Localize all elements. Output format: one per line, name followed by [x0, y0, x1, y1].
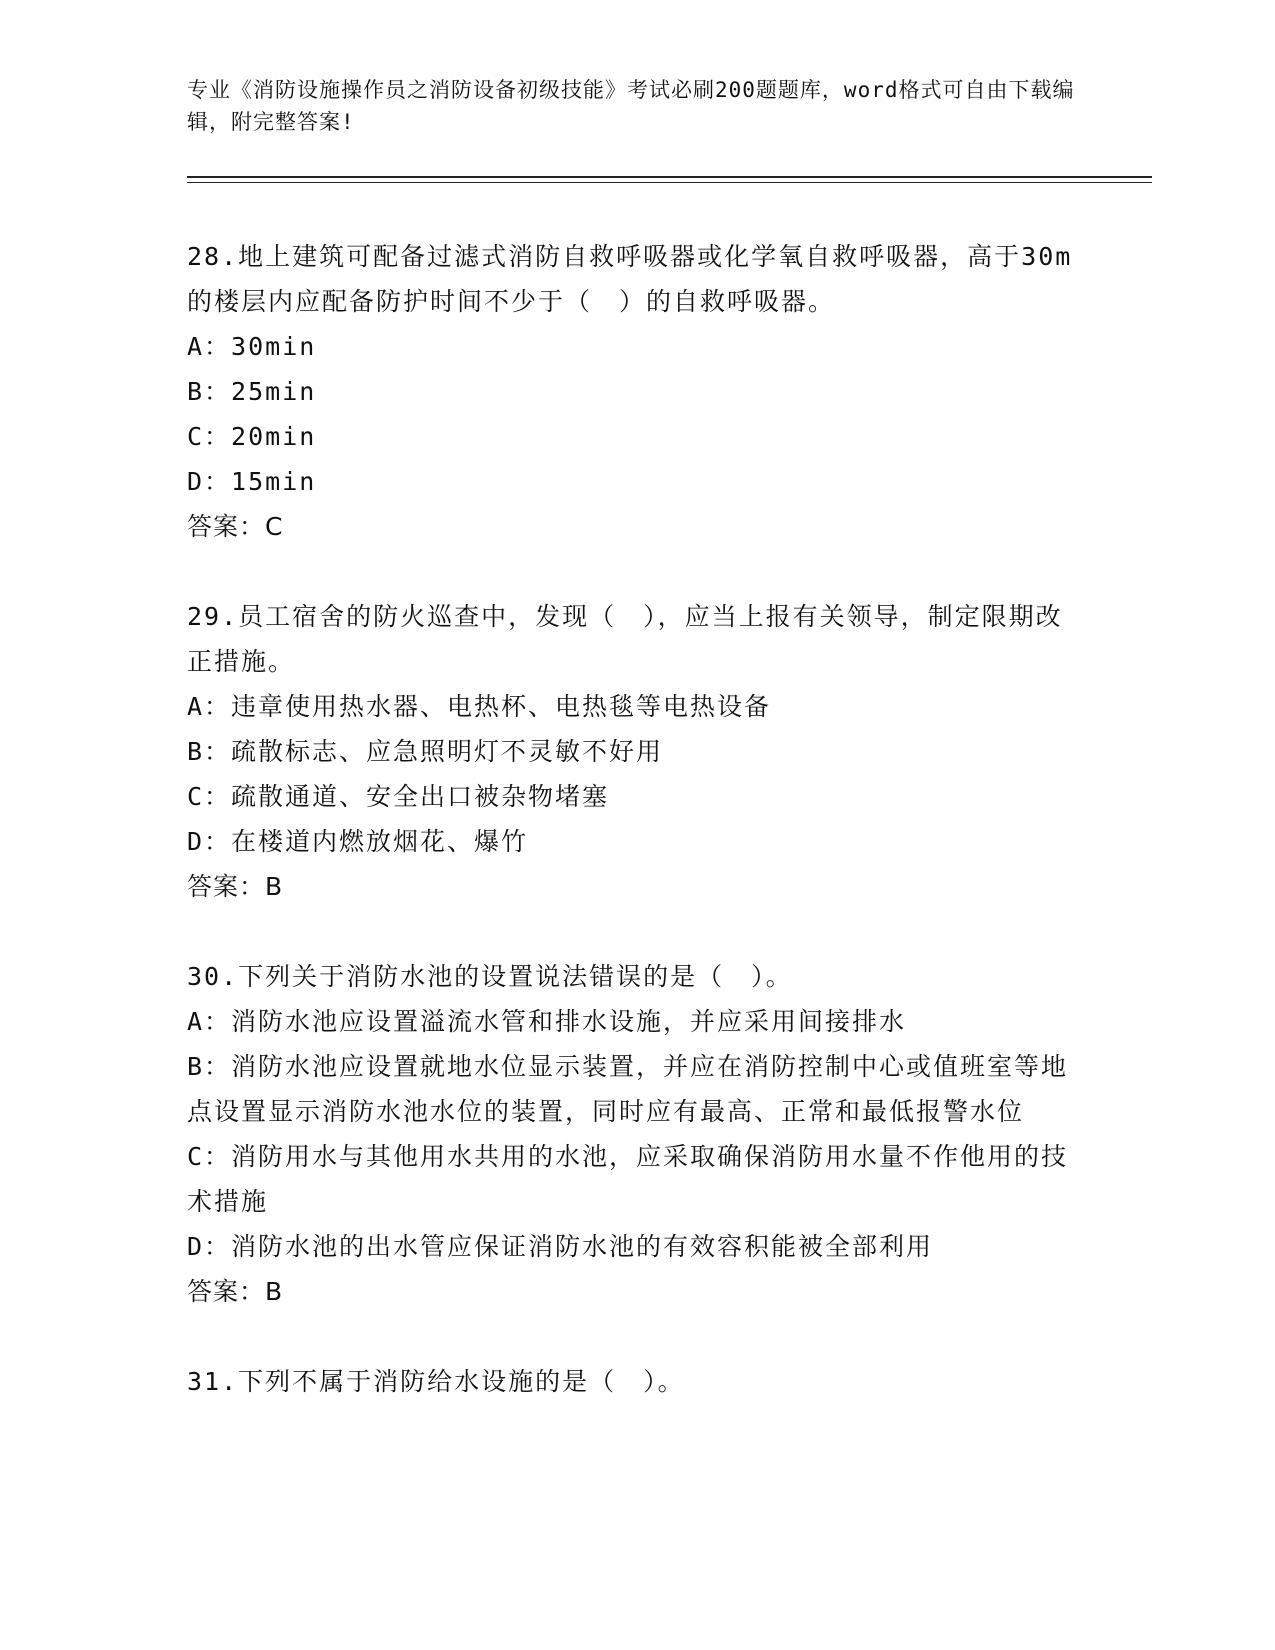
option-c: C：20min	[187, 422, 317, 451]
option-a: A：消防水池应设置溢流水管和排水设施，并应采用间接排水	[187, 1007, 907, 1036]
question-31	[187, 1359, 1087, 1404]
answer-label: 答案：B	[187, 872, 284, 901]
option-d: D：15min	[187, 467, 317, 496]
option-d: D：消防水池的出水管应保证消防水池的有效容积能被全部利用	[187, 1232, 934, 1261]
document-header: 专业《消防设施操作员之消防设备初级技能》考试必刷200题题库，word格式可自由下载编辑，附完整答案!	[187, 78, 1075, 134]
question-stem: 31.下列不属于消防给水设施的是（ ）。	[187, 1367, 685, 1396]
question-list	[187, 234, 1087, 1449]
option-b: B：25min	[187, 377, 317, 406]
option-d: D：在楼道内燃放烟花、爆竹	[187, 827, 529, 856]
answer-label: 答案：B	[187, 1277, 284, 1306]
question-stem: 29.员工宿舍的防火巡查中，发现（ ），应当上报有关领导，制定限期改正措施。	[187, 602, 1063, 676]
option-b: B：疏散标志、应急照明灯不灵敏不好用	[187, 737, 664, 766]
header-rule-thin	[187, 182, 1152, 183]
header-rule-thick	[187, 176, 1152, 178]
option-a: A：违章使用热水器、电热杯、电热毯等电热设备	[187, 692, 772, 721]
question-30	[187, 954, 1087, 1314]
question-stem: 30.下列关于消防水池的设置说法错误的是（ ）。	[187, 962, 793, 991]
question-29	[187, 594, 1087, 909]
option-b: B：消防水池应设置就地水位显示装置，并应在消防控制中心或值班室等地点设置显示消防水池水位的装置，同时应有最高、正常和最低报警水位	[187, 1052, 1069, 1126]
question-28	[187, 234, 1087, 549]
question-stem: 28.地上建筑可配备过滤式消防自救呼吸器或化学氧自救呼吸器，高于30m的楼层内应配备防护时间不少于（ ）的自救呼吸器。	[187, 242, 1073, 316]
option-c: C：消防用水与其他用水共用的水池，应采取确保消防用水量不作他用的技术措施	[187, 1142, 1069, 1216]
option-a: A：30min	[187, 332, 317, 361]
answer-label: 答案：C	[187, 512, 284, 541]
option-c: C：疏散通道、安全出口被杂物堵塞	[187, 782, 610, 811]
